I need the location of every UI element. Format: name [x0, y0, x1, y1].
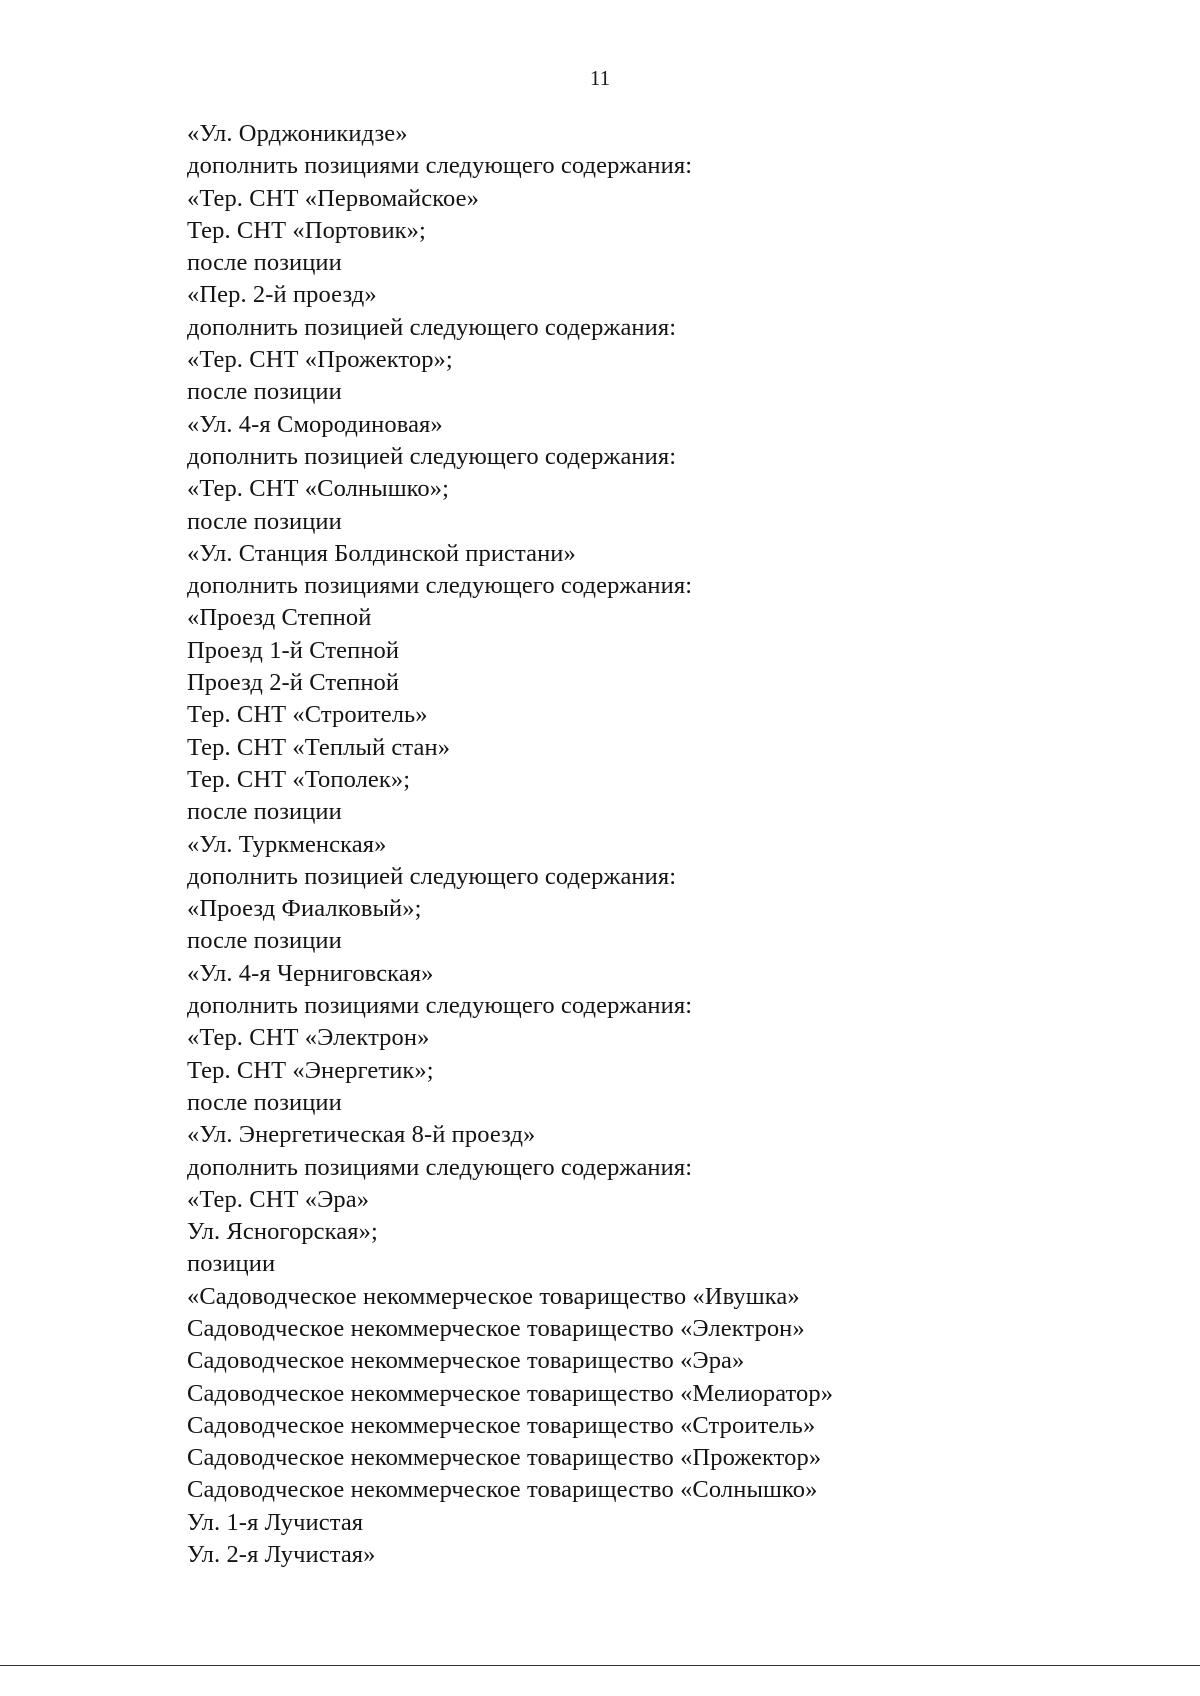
text-line: после позиции	[187, 1088, 342, 1116]
text-line: после позиции	[187, 507, 342, 535]
text-line: «Ул. 4-я Черниговская»	[187, 959, 434, 987]
text-line: дополнить позициями следующего содержания:	[187, 572, 693, 600]
text-line: Садоводческое некоммерческое товарищество «Электрон»	[187, 1314, 805, 1342]
page-number: 11	[589, 66, 611, 90]
document-body	[187, 118, 1147, 1571]
bottom-divider	[0, 1665, 1200, 1666]
text-line: «Ул. Орджоникидзе»	[187, 120, 408, 147]
text-line: «Ул. 4-я Смородиновая»	[187, 410, 443, 438]
text-line: «Пер. 2-й проезд»	[187, 281, 377, 309]
text-line: «Тер. СНТ «Солнышко»;	[187, 475, 450, 503]
text-line: дополнить позициями следующего содержания:	[187, 992, 693, 1020]
text-line: Ул. Ясногорская»;	[187, 1218, 378, 1246]
text-line: дополнить позицией следующего содержания:	[187, 313, 677, 341]
text-line: Садоводческое некоммерческое товарищество «Эра»	[187, 1347, 745, 1375]
text-line: после позиции	[187, 798, 342, 826]
text-line: «Тер. СНТ «Электрон»	[187, 1024, 430, 1052]
text-line: Садоводческое некоммерческое товарищество «Солнышко»	[187, 1476, 818, 1504]
text-line: «Тер. СНТ «Первомайское»	[187, 184, 479, 212]
text-line: после позиции	[187, 249, 342, 277]
text-line: Проезд 2-й Степной	[187, 669, 400, 697]
text-line: Садоводческое некоммерческое товарищество «Прожектор»	[187, 1444, 822, 1472]
text-line: «Тер. СНТ «Эра»	[187, 1185, 370, 1213]
text-line: дополнить позицией следующего содержания:	[187, 862, 677, 890]
text-line: после позиции	[187, 927, 342, 955]
text-line: «Проезд Фиалковый»;	[187, 895, 422, 923]
text-line: Тер. СНТ «Теплый стан»	[187, 733, 451, 761]
text-line: дополнить позицией следующего содержания:	[187, 442, 677, 470]
text-line: «Ул. Туркменская»	[187, 830, 387, 858]
text-line: «Ул. Станция Болдинской пристани»	[187, 539, 576, 567]
text-line: «Ул. Энергетическая 8-й проезд»	[187, 1121, 536, 1149]
text-line: Ул. 2-я Лучистая»	[187, 1541, 376, 1569]
text-line: Садоводческое некоммерческое товарищество «Мелиоратор»	[187, 1379, 834, 1407]
text-line: Проезд 1-й Степной	[187, 636, 400, 664]
text-line: Тер. СНТ «Строитель»	[187, 701, 428, 729]
text-line: дополнить позициями следующего содержания:	[187, 152, 693, 180]
text-line: Садоводческое некоммерческое товарищество «Строитель»	[187, 1411, 816, 1439]
text-line: дополнить позициями следующего содержания:	[187, 1153, 693, 1181]
text-line: позиции	[187, 1250, 276, 1278]
text-line: после позиции	[187, 378, 342, 406]
text-line: «Проезд Степной	[187, 604, 372, 632]
text-line: «Тер. СНТ «Прожектор»;	[187, 346, 453, 374]
text-line: Тер. СНТ «Энергетик»;	[187, 1056, 434, 1084]
text-line: Ул. 1-я Лучистая	[187, 1508, 364, 1536]
text-line: Тер. СНТ «Тополек»;	[187, 765, 411, 793]
text-line: «Садоводческое некоммерческое товарищество «Ивушка»	[187, 1282, 800, 1310]
text-line: Тер. СНТ «Портовик»;	[187, 216, 426, 244]
